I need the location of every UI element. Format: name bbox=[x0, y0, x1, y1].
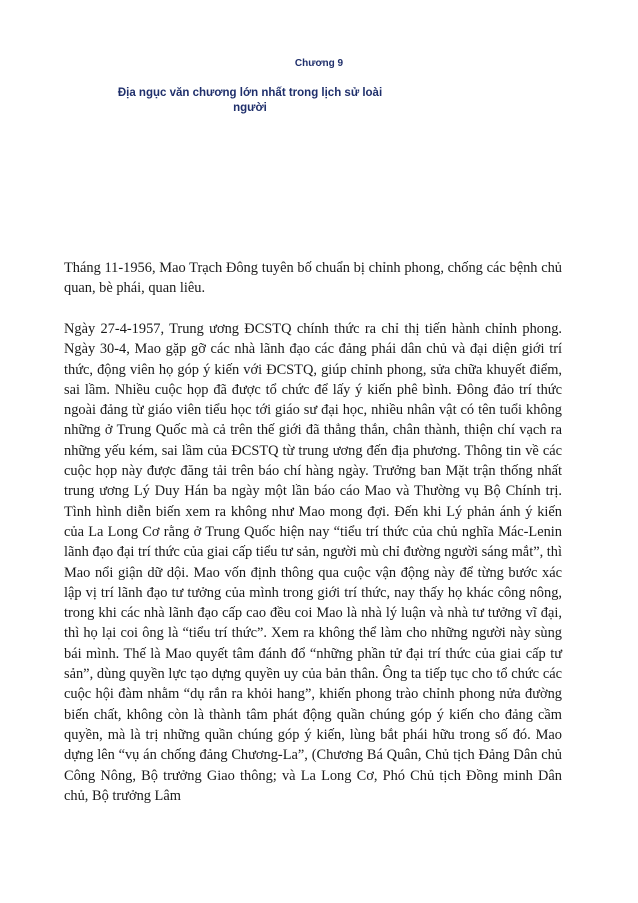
chapter-title: Địa ngục văn chương lớn nhất trong lịch sử loài người bbox=[117, 87, 383, 114]
paragraph: Ngày 27-4-1957, Trung ương ĐCSTQ chính thức ra chỉ thị tiến hành chỉnh phong. Ngày 30-4, Mao gặp gỡ các nhà lãnh đạo các đảng phái dân chủ và đại diện giới trí thức, động viên họ góp ý kiến với ĐCSTQ, giúp chỉnh phong, sửa chữa khuyết điểm, sai lầm. Nhiều cuộc họp đã được tổ chức để lấy ý kiến phê bình. Đông đảo trí thức ngoài đảng từ giáo viên tiểu học tới giáo sư đại học, nhiều nhân vật có tên tuổi không những ở Trung Quốc mà cả trên thế giới đã thẳng thắn, chân thành, thiện chí vạch ra những yếu kém, sai lầm của ĐCSTQ từ trung ương đến địa phương. Thông tin về các cuộc họp này được đăng tải trên báo chí hàng ngày. Trưởng ban Mặt trận thống nhất trung ương Lý Duy Hán ba ngày một lần báo cáo Mao và Thường vụ Bộ Chính trị. Tình hình diễn biến xem ra không như Mao mong đợi. Đến khi Lý phản ánh ý kiến của La Long Cơ rằng ở Trung Quốc hiện nay “tiểu trí thức của chủ nghĩa Mác-Lenin lãnh đạo đại trí thức của giai cấp tiểu tư sản, người mù chỉ đường người sáng mắt”, thì Mao nổi giận dữ dội. Mao vốn định thông qua cuộc vận động này để từng bước xác lập vị trí lãnh đạo tư tưởng của mình trong giới trí thức, nay thấy họ khác công nông, trong khi các nhà lãnh đạo cấp cao đều coi Mao là nhà lý luận và nhà tư tưởng vĩ đại, thì họ lại coi ông là “tiểu trí thức”. Xem ra không thể làm cho những người này sùng bái mình. Thế là Mao quyết tâm đánh đổ “những phần tử đại trí thức của giai cấp tư sản”, dùng quyền lực tạo dựng quyền uy của bản thân. Ông ta tiếp tục cho tổ chức các cuộc hội đàm nhằm “dụ rắn ra khỏi hang”, khiến phong trào chỉnh phong nửa đường biến chất, không còn là thành tâm phát động quần chúng góp ý kiến cho đảng cầm quyền, mà là trị những quần chúng góp ý kiến, lùng bắt phái hữu trong số đó. Mao dựng lên “vụ án chống đảng Chương-La”, (Chương Bá Quân, Chủ tịch Đảng Dân chủ Công Nông, Bộ trưởng Giao thông; và La Long Cơ, Phó Chủ tịch Đồng minh Dân chủ, Bộ trưởng Lâm bbox=[64, 321, 562, 804]
paragraph: Tháng 11-1956, Mao Trạch Đông tuyên bố chuẩn bị chỉnh phong, chống các bệnh chủ quan, bè phái, quan liêu. bbox=[64, 260, 562, 297]
chapter-heading: Chương 9 bbox=[294, 58, 344, 69]
